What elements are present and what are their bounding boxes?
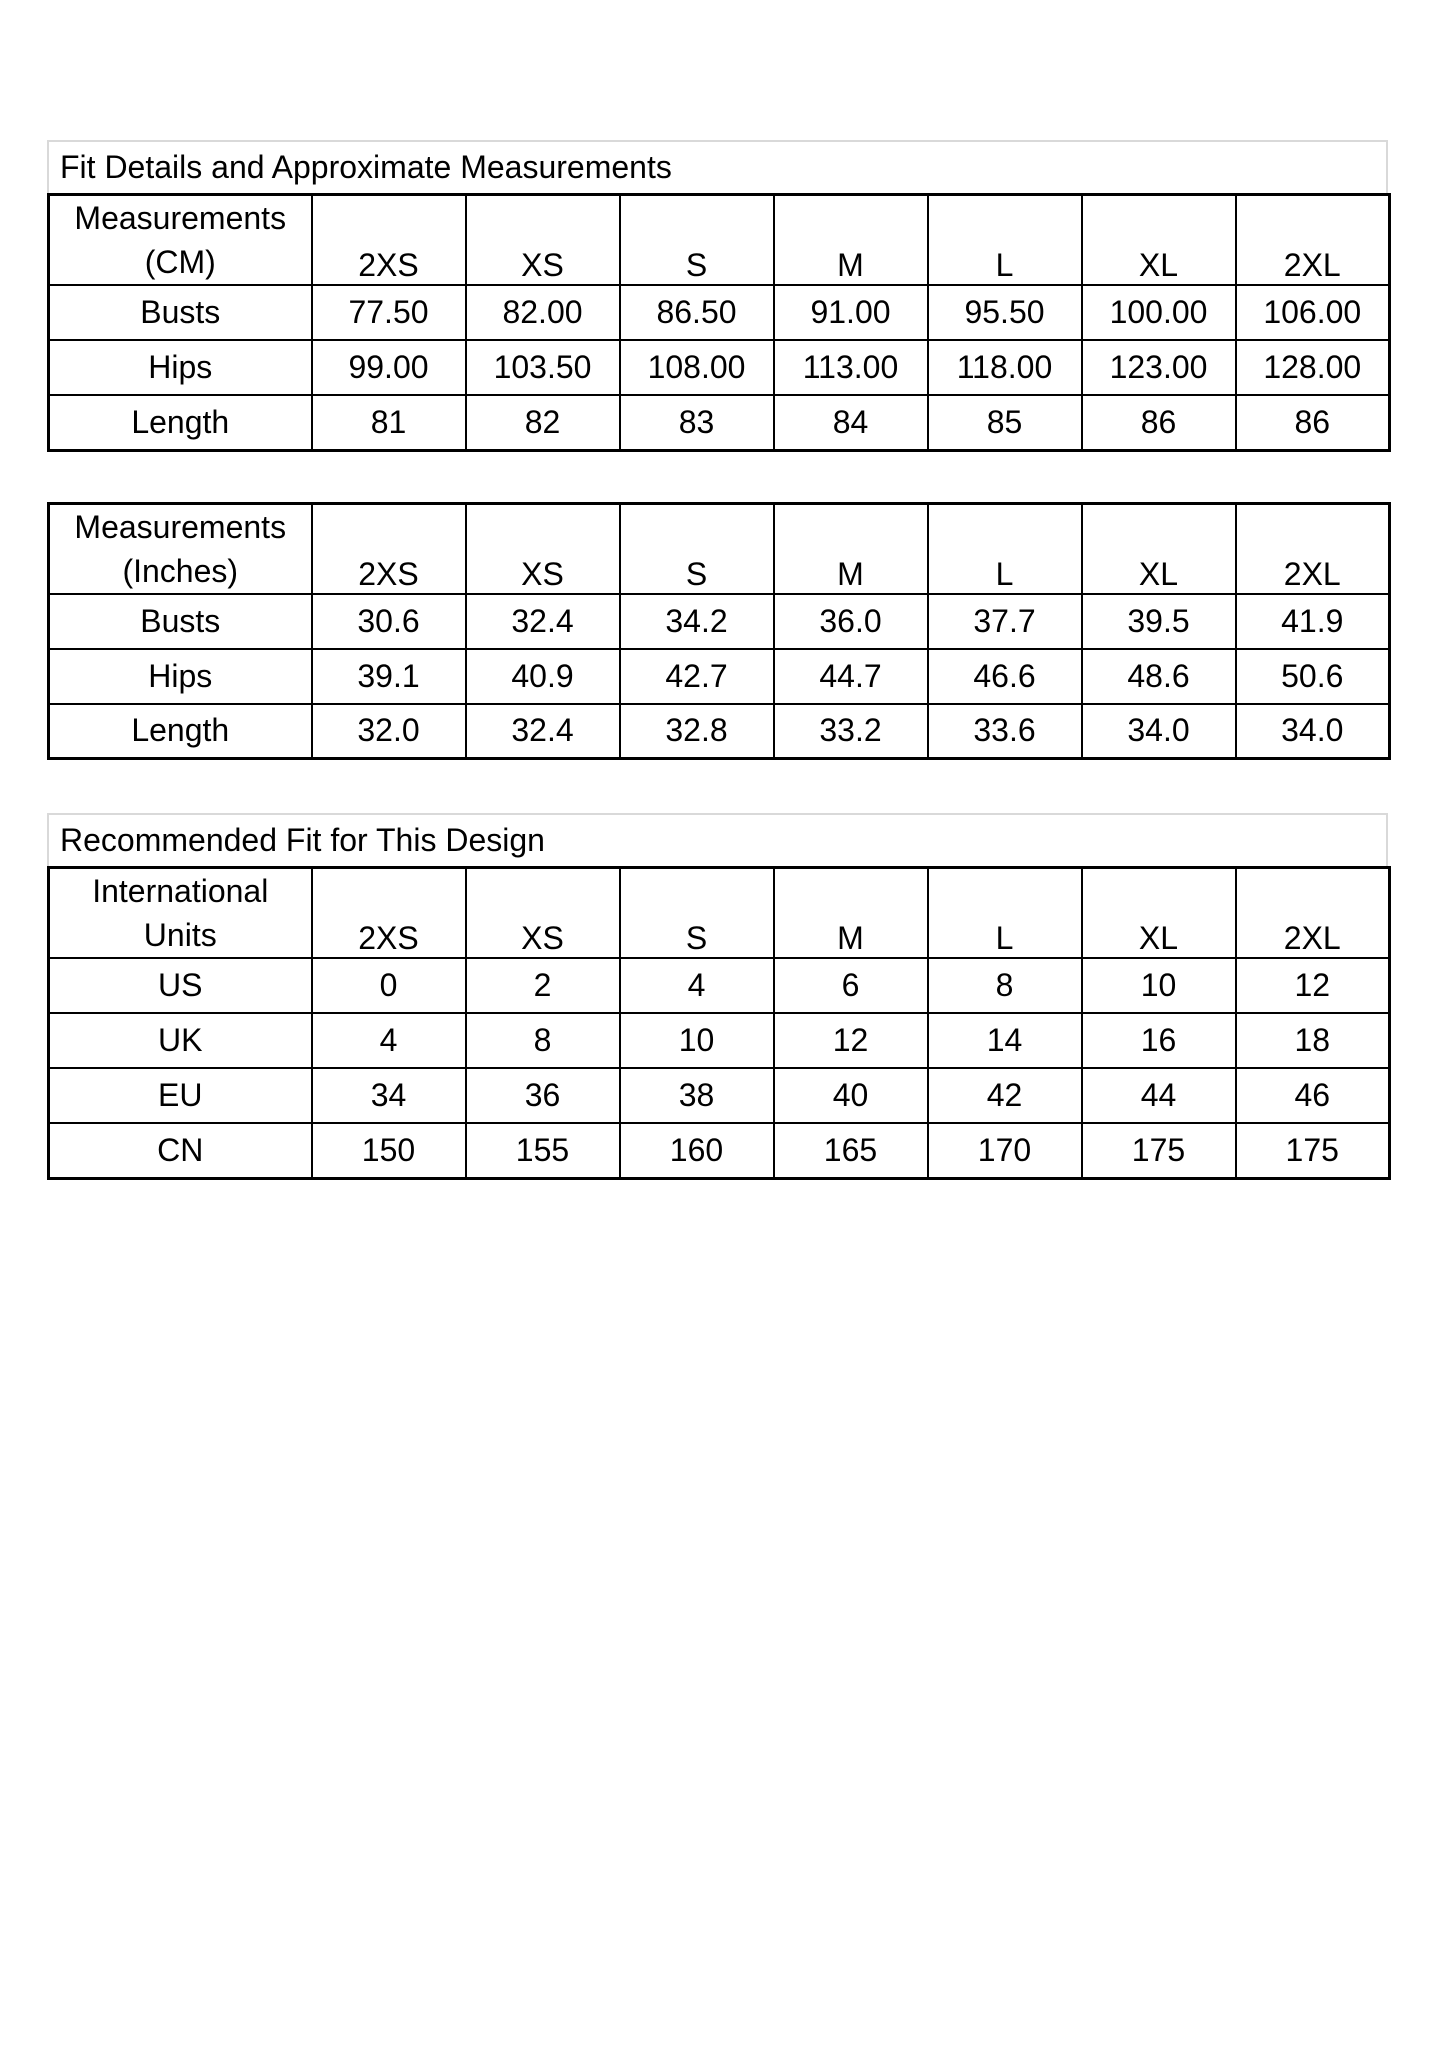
inches-cell-busts-2xs: 30.6 (312, 594, 466, 649)
inches-cell-length-2xs: 32.0 (312, 704, 466, 759)
fit-row-label-cn: CN (49, 1123, 312, 1178)
inches-cell-busts-s: 34.2 (620, 594, 774, 649)
fit-row-label-uk: UK (49, 1013, 312, 1068)
fit-cell-eu-m: 40 (774, 1068, 928, 1123)
cm-size-header-xs: XS (466, 195, 620, 286)
fit-row-cn (49, 1123, 1390, 1178)
inches-size-header-s: S (620, 503, 774, 594)
cm-size-header-l: L (928, 195, 1082, 286)
cm-row-label-length: Length (49, 395, 312, 450)
fit-size-header-m: M (774, 868, 928, 959)
cm-size-header-2xs: 2XS (312, 195, 466, 286)
inches-row-label-length: Length (49, 704, 312, 759)
cm-measurements-section (47, 140, 1388, 452)
inches-measurements-section (47, 502, 1388, 761)
fit-header-row (49, 868, 1390, 959)
fit-cell-uk-2xs: 4 (312, 1013, 466, 1068)
fit-cell-eu-s: 38 (620, 1068, 774, 1123)
recommended-fit-table (47, 866, 1391, 1180)
fit-cell-cn-m: 165 (774, 1123, 928, 1178)
fit-cell-us-xs: 2 (466, 958, 620, 1013)
inches-size-header-m: M (774, 503, 928, 594)
fit-cell-cn-2xs: 150 (312, 1123, 466, 1178)
fit-cell-us-2xl: 12 (1236, 958, 1390, 1013)
fit-size-header-2xs: 2XS (312, 868, 466, 959)
inches-header-row (49, 503, 1390, 594)
inches-cell-length-xs: 32.4 (466, 704, 620, 759)
inches-corner-line-1: Measurements (74, 508, 287, 545)
cm-cell-busts-xs: 82.00 (466, 285, 620, 340)
cm-cell-length-m: 84 (774, 395, 928, 450)
cm-cell-hips-s: 108.00 (620, 340, 774, 395)
cm-cell-hips-l: 118.00 (928, 340, 1082, 395)
inches-cell-hips-m: 44.7 (774, 649, 928, 704)
fit-cell-uk-m: 12 (774, 1013, 928, 1068)
inches-size-header-xs: XS (466, 503, 620, 594)
cm-row-label-busts: Busts (49, 285, 312, 340)
inches-cell-busts-xs: 32.4 (466, 594, 620, 649)
inches-row-length (49, 704, 1390, 759)
size-chart-sheet (47, 140, 1388, 1180)
fit-table-title: Recommended Fit for This Design (47, 813, 1388, 866)
inches-cell-hips-l: 46.6 (928, 649, 1082, 704)
fit-cell-us-s: 4 (620, 958, 774, 1013)
cm-size-header-2xl: 2XL (1236, 195, 1390, 286)
fit-cell-uk-xs: 8 (466, 1013, 620, 1068)
inches-size-header-l: L (928, 503, 1082, 594)
inches-size-header-xl: XL (1082, 503, 1236, 594)
recommended-fit-section (47, 813, 1388, 1180)
fit-row-label-eu: EU (49, 1068, 312, 1123)
fit-cell-uk-l: 14 (928, 1013, 1082, 1068)
fit-cell-eu-xs: 36 (466, 1068, 620, 1123)
cm-size-header-xl: XL (1082, 195, 1236, 286)
fit-size-header-xs: XS (466, 868, 620, 959)
fit-row-eu (49, 1068, 1390, 1123)
cm-size-header-s: S (620, 195, 774, 286)
cm-cell-busts-2xl: 106.00 (1236, 285, 1390, 340)
inches-cell-busts-l: 37.7 (928, 594, 1082, 649)
inches-cell-hips-s: 42.7 (620, 649, 774, 704)
inches-cell-hips-xl: 48.6 (1082, 649, 1236, 704)
fit-cell-us-xl: 10 (1082, 958, 1236, 1013)
fit-size-header-l: L (928, 868, 1082, 959)
cm-cell-length-xl: 86 (1082, 395, 1236, 450)
fit-cell-eu-l: 42 (928, 1068, 1082, 1123)
fit-size-header-2xl: 2XL (1236, 868, 1390, 959)
inches-size-header-2xl: 2XL (1236, 503, 1390, 594)
fit-cell-eu-xl: 44 (1082, 1068, 1236, 1123)
cm-cell-hips-xl: 123.00 (1082, 340, 1236, 395)
fit-cell-uk-2xl: 18 (1236, 1013, 1390, 1068)
inches-cell-length-2xl: 34.0 (1236, 704, 1390, 759)
inches-row-hips (49, 649, 1390, 704)
fit-cell-us-l: 8 (928, 958, 1082, 1013)
cm-table-title: Fit Details and Approximate Measurements (47, 140, 1388, 193)
cm-corner-cell (49, 195, 312, 286)
inches-corner-cell (49, 503, 312, 594)
fit-cell-us-2xs: 0 (312, 958, 466, 1013)
cm-header-row (49, 195, 1390, 286)
fit-cell-uk-s: 10 (620, 1013, 774, 1068)
cm-row-label-hips: Hips (49, 340, 312, 395)
cm-cell-hips-2xl: 128.00 (1236, 340, 1390, 395)
cm-cell-busts-2xs: 77.50 (312, 285, 466, 340)
fit-cell-cn-2xl: 175 (1236, 1123, 1390, 1178)
cm-cell-hips-2xs: 99.00 (312, 340, 466, 395)
fit-corner-line-2: Units (143, 917, 217, 953)
cm-cell-busts-xl: 100.00 (1082, 285, 1236, 340)
cm-cell-length-2xl: 86 (1236, 395, 1390, 450)
cm-row-length (49, 395, 1390, 450)
inches-cell-busts-m: 36.0 (774, 594, 928, 649)
inches-row-label-hips: Hips (49, 649, 312, 704)
cm-cell-busts-s: 86.50 (620, 285, 774, 340)
cm-cell-hips-xs: 103.50 (466, 340, 620, 395)
inches-measurements-table (47, 502, 1391, 761)
cm-cell-length-2xs: 81 (312, 395, 466, 450)
fit-cell-cn-l: 170 (928, 1123, 1082, 1178)
inches-row-label-busts: Busts (49, 594, 312, 649)
fit-cell-uk-xl: 16 (1082, 1013, 1236, 1068)
inches-cell-length-xl: 34.0 (1082, 704, 1236, 759)
inches-row-busts (49, 594, 1390, 649)
fit-size-header-s: S (620, 868, 774, 959)
inches-size-header-2xs: 2XS (312, 503, 466, 594)
fit-corner-line-1: International (92, 873, 269, 909)
inches-corner-line-2: (Inches) (122, 552, 239, 589)
fit-row-label-us: US (49, 958, 312, 1013)
fit-row-us (49, 958, 1390, 1013)
inches-cell-hips-2xl: 50.6 (1236, 649, 1390, 704)
inches-cell-length-s: 32.8 (620, 704, 774, 759)
cm-cell-busts-m: 91.00 (774, 285, 928, 340)
fit-cell-cn-xl: 175 (1082, 1123, 1236, 1178)
fit-cell-us-m: 6 (774, 958, 928, 1013)
fit-size-header-xl: XL (1082, 868, 1236, 959)
cm-corner-line-2: (CM) (144, 244, 216, 280)
inches-cell-hips-xs: 40.9 (466, 649, 620, 704)
cm-cell-hips-m: 113.00 (774, 340, 928, 395)
fit-cell-eu-2xs: 34 (312, 1068, 466, 1123)
cm-row-hips (49, 340, 1390, 395)
fit-cell-cn-s: 160 (620, 1123, 774, 1178)
inches-cell-length-l: 33.6 (928, 704, 1082, 759)
cm-corner-line-1: Measurements (74, 200, 287, 236)
inches-cell-length-m: 33.2 (774, 704, 928, 759)
cm-cell-length-l: 85 (928, 395, 1082, 450)
cm-cell-busts-l: 95.50 (928, 285, 1082, 340)
fit-cell-eu-2xl: 46 (1236, 1068, 1390, 1123)
cm-measurements-table (47, 193, 1391, 452)
fit-corner-cell (49, 868, 312, 959)
inches-cell-busts-2xl: 41.9 (1236, 594, 1390, 649)
fit-row-uk (49, 1013, 1390, 1068)
cm-size-header-m: M (774, 195, 928, 286)
cm-row-busts (49, 285, 1390, 340)
fit-cell-cn-xs: 155 (466, 1123, 620, 1178)
inches-cell-hips-2xs: 39.1 (312, 649, 466, 704)
cm-cell-length-s: 83 (620, 395, 774, 450)
cm-cell-length-xs: 82 (466, 395, 620, 450)
inches-cell-busts-xl: 39.5 (1082, 594, 1236, 649)
